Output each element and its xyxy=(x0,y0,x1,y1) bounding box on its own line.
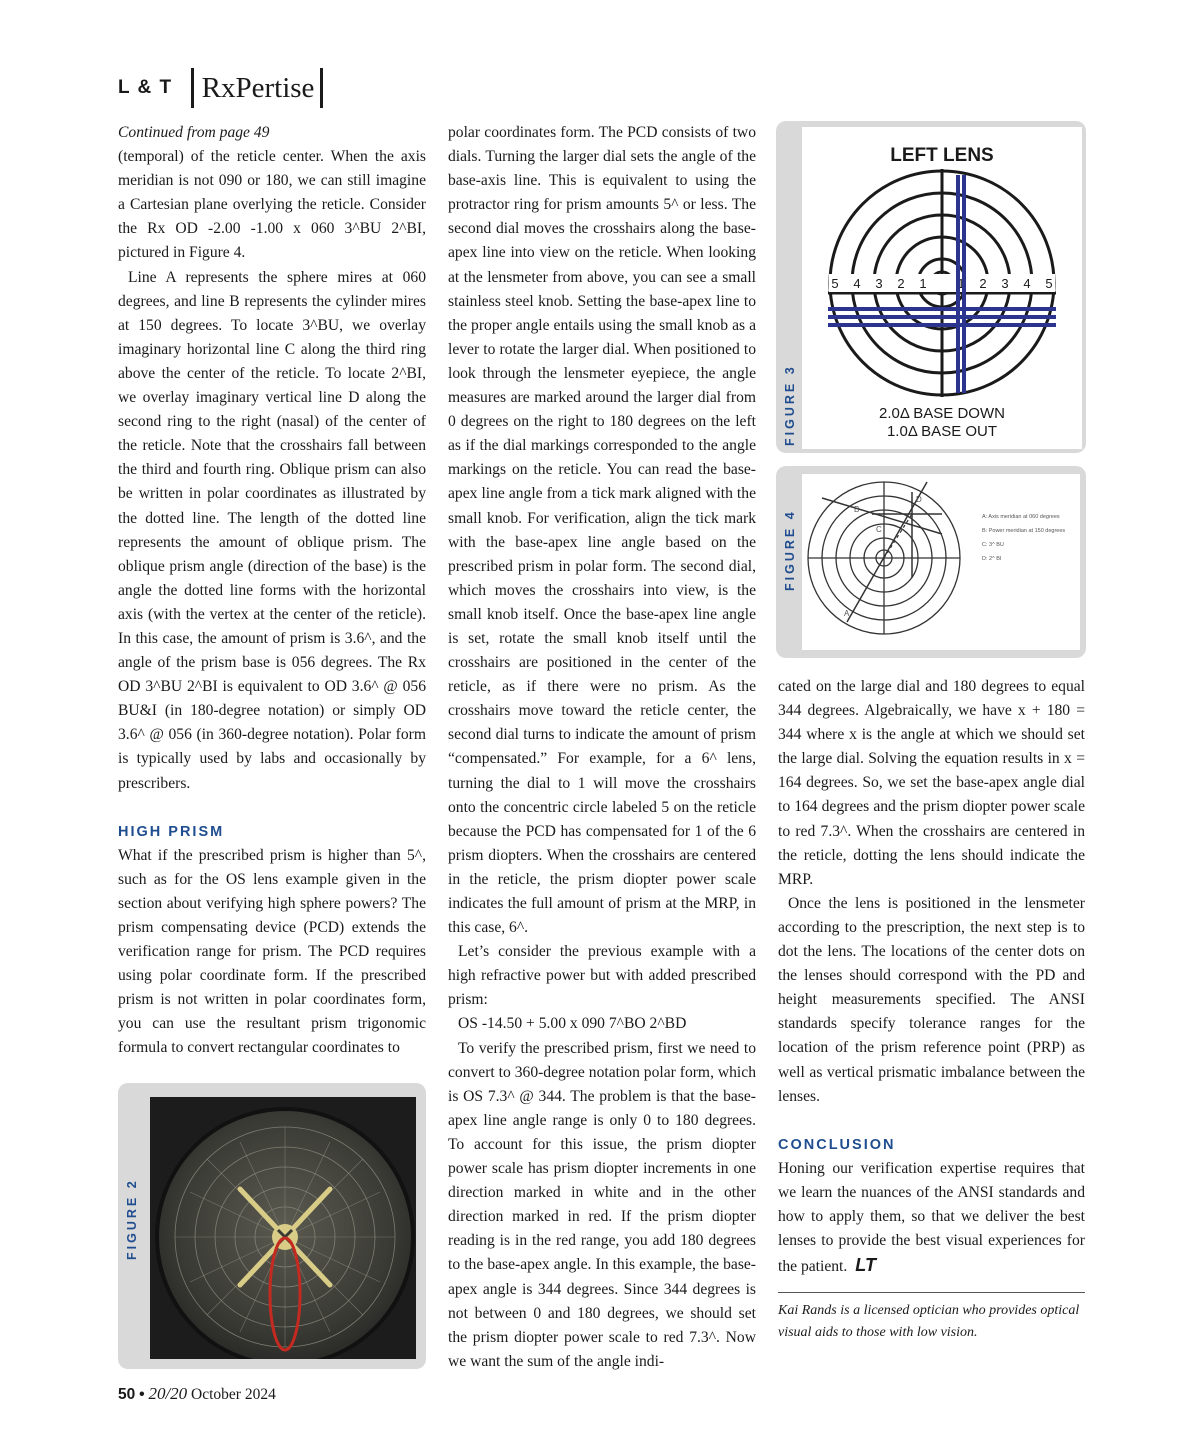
line-letter: D xyxy=(916,495,922,504)
column-1 xyxy=(118,121,426,1061)
issue-date: October 2024 xyxy=(191,1386,276,1403)
header-divider-right xyxy=(320,68,323,108)
figure-4-image xyxy=(802,474,1080,650)
figure-caption: 1.0Δ BASE OUT xyxy=(886,423,998,440)
continued-note: Continued from page 49 xyxy=(118,124,270,141)
figure-label: FIGURE 3 xyxy=(783,364,797,446)
ring-number: 1 xyxy=(957,276,965,291)
figure-label: FIGURE 2 xyxy=(125,1178,139,1260)
paragraph: cated on the large dial and 180 degrees to equal 344 degrees. Algebraically, we have x + 180 = 344 where x is the angle at which we should set the large dial. Solving the equation results in x = 164 degrees. So, we set the base-apex angle dial to 164 degrees and the prism diopter power scale to red 7.3^. When the crosshairs are centered in the reticle, dotting the lens should indicate the MRP. xyxy=(778,678,1085,888)
line-letter: A xyxy=(844,609,850,618)
section-heading: HIGH PRISM xyxy=(118,823,225,840)
byline-rule xyxy=(778,1292,1085,1293)
figure-3 xyxy=(776,121,1086,453)
figure-4 xyxy=(776,466,1086,658)
ring-number: 4 xyxy=(1023,276,1031,291)
ring-number: 5 xyxy=(1045,276,1053,291)
paragraph: polar coordinates form. The PCD consists of two dials. Turning the larger dial sets the angle of the base-axis line. This is equivalent to using the protractor ring for prism amounts 5^ or less. The second dial moves the crosshairs along the base-apex line into view on the reticle. When looking at the lensmeter from above, you can see a small stainless steel knob. Setting the base-apex line to the proper angle entails using the small knob as a lever to rotate the larger dial. When positioned to look through the lensmeter eyepiece, the angle measures are marked around the larger dial from 0 degrees on the right to 180 degrees on the left as if the dial markings corresponded to the angle markings on the reticle. You can read the base-apex line angle from a tick mark aligned with the small knob. For verification, align the tick mark with the base-apex line angle based on the prescribed prism in polar form. The second dial, which moves the crosshairs into view, is the small knob itself. Once the base-apex line angle is set, rotate the small knob itself until the crosshairs are positioned in the center of the reticle, as if there were no prism. As the crosshairs move toward the reticle center, the second dial turns to indicate the amount of prism “compensated.” For example, for a 6^ lens, turning the dial to 1 will move the crosshairs onto the concentric circle labeled 5 on the reticle because the PCD has compensated for 1 of the 6 prism diopters. When the crosshairs are centered in the reticle, the prism diopter power scale indicates the full amount of prism at the MRP, in this case, 6^. xyxy=(448,124,756,937)
figure-legend xyxy=(982,514,1065,562)
paragraph: Once the lens is positioned in the lensmeter according to the prescription, the next step is to dot the lens. The locations of the center dots on the lenses should correspond with the PD and height measurements specified. The ANSI standards specify tolerance ranges for the location of the prism reference point (PRP) as well as vertical prismatic imbalance between the lenses. xyxy=(778,894,1085,1105)
legend-entry: A: Axis meridian at 060 degrees xyxy=(982,514,1060,520)
line-a xyxy=(847,482,927,622)
figure-2 xyxy=(118,1083,426,1369)
paragraph: Line A represents the sphere mires at 060 degrees, and line B represents the cylinder mires at 150 degrees. To locate 3^BU, we overlay imaginary horizontal line C along the third ring above the center of the reticle. To locate 2^BI, we overlay imaginary vertical line D along the second ring to the right (nasal) of the center of the reticle. Note that the crosshairs fall between the third and fourth ring. Oblique prism can also be written in polar coordinates as illustrated by the dotted line. The length of the dotted line represents the amount of oblique prism. The oblique prism angle (direction of the base) is the angle the dotted line forms with the horizontal axis (with the vertex at the center of the reticle). In this case, the amount of prism is 3.6^, and the angle of the prism base is 056 degrees. The Rx OD 3^BU 2^BI is equivalent to OD 3.6^ @ 056 BU&I (in 180-degree notation) or simply OD 3.6^ @ 056 (in 360-degree notation). Polar form is typically used by labs and occasionally by prescribers. xyxy=(118,268,426,792)
line-letter: B xyxy=(854,505,860,514)
left-lens-reticle-diagram xyxy=(802,127,1082,449)
ring-number: 5 xyxy=(831,276,839,291)
number-band xyxy=(829,274,1055,292)
lt-logo: LT xyxy=(855,1255,876,1276)
legend-entry: B: Power meridian at 150 degrees xyxy=(982,528,1066,534)
ring-number: 3 xyxy=(875,276,883,291)
page-footer xyxy=(118,1384,276,1404)
ring-number: 4 xyxy=(853,276,861,291)
ring-number: 2 xyxy=(897,276,905,291)
paragraph: Let’s consider the previous example with a high refractive power but with added prescribed prism: xyxy=(448,943,756,1009)
section-tag: L & T xyxy=(118,77,173,98)
paragraph: What if the prescribed prism is higher than 5^, such as for the OS lens example given in the section about verifying high sphere powers? The prism compensating device (PCD) extends the verification range for prism. The PCD requires using polar coordinate form. If the prescribed prism is not written in polar coordinates form, you can use the resultant prism trigonomic formula to convert rectangular coordinates to xyxy=(118,846,426,1057)
legend-entry: C: 3^ BU xyxy=(982,542,1004,548)
page-header xyxy=(118,66,323,110)
lensmeter-reticle-photo xyxy=(150,1097,416,1359)
paragraph: (temporal) of the reticle center. When the axis meridian is not 090 or 180, we can still imagine a Cartesian plane overlying the reticle. Consider the Rx OD -2.00 -1.00 x 060 3^BU 2^BI, pictured in Figure 4. xyxy=(118,148,426,262)
lensmeter-photo xyxy=(150,1097,416,1359)
figure-title: LEFT LENS xyxy=(890,145,994,166)
figure-label: FIGURE 4 xyxy=(783,509,797,591)
figure-3-image xyxy=(802,127,1082,449)
prescription-line: OS -14.50 + 5.00 x 090 7^BO 2^BD xyxy=(458,1015,687,1033)
legend-entry: D: 2^ BI xyxy=(982,556,1002,562)
line-letter: C xyxy=(876,525,882,534)
magazine-name: 20/20 xyxy=(148,1384,188,1403)
paragraph-text: Honing our verification expertise requires that we learn the nuances of the ANSI standards and how to apply them, so that we deliver the best lenses to provide the best visual experiences for the patient. xyxy=(778,1159,1085,1276)
section-heading: CONCLUSION xyxy=(778,1136,896,1153)
paragraph: To verify the prescribed prism, first we need to convert to 360-degree notation polar form, which is OS 7.3^ @ 344. The problem is that the base-apex line angle range is only 0 to 180 degrees. To account for this issue, the prism diopter power scale has prism diopter increments in one direction marked in white and in the other direction marked in red. If the prism diopter reading is in the red range, you add 180 degrees to the base-apex angle. In this example, the base-apex angle is 344 degrees. Since 344 degrees is not between 0 and 180 degrees, we should set the prism diopter power scale to red 7.3^. Now we want the sum of the angle indi- xyxy=(448,1039,756,1370)
section-title: RxPertise xyxy=(201,71,315,104)
figure-caption: 2.0Δ BASE DOWN xyxy=(879,405,1005,422)
ring-number: 2 xyxy=(979,276,987,291)
footer-bullet: • xyxy=(139,1386,145,1403)
reticle-prism-diagram xyxy=(802,474,1080,650)
column-2 xyxy=(448,121,756,1374)
ring-number: 1 xyxy=(919,276,927,291)
column-3 xyxy=(778,675,1085,1279)
author-byline: Kai Rands is a licensed optician who provides optical visual aids to those with low vision. xyxy=(778,1303,1080,1340)
ring-number: 3 xyxy=(1001,276,1009,291)
paragraph xyxy=(778,1157,1085,1279)
line-b xyxy=(822,498,942,534)
page-number: 50 xyxy=(118,1386,136,1403)
